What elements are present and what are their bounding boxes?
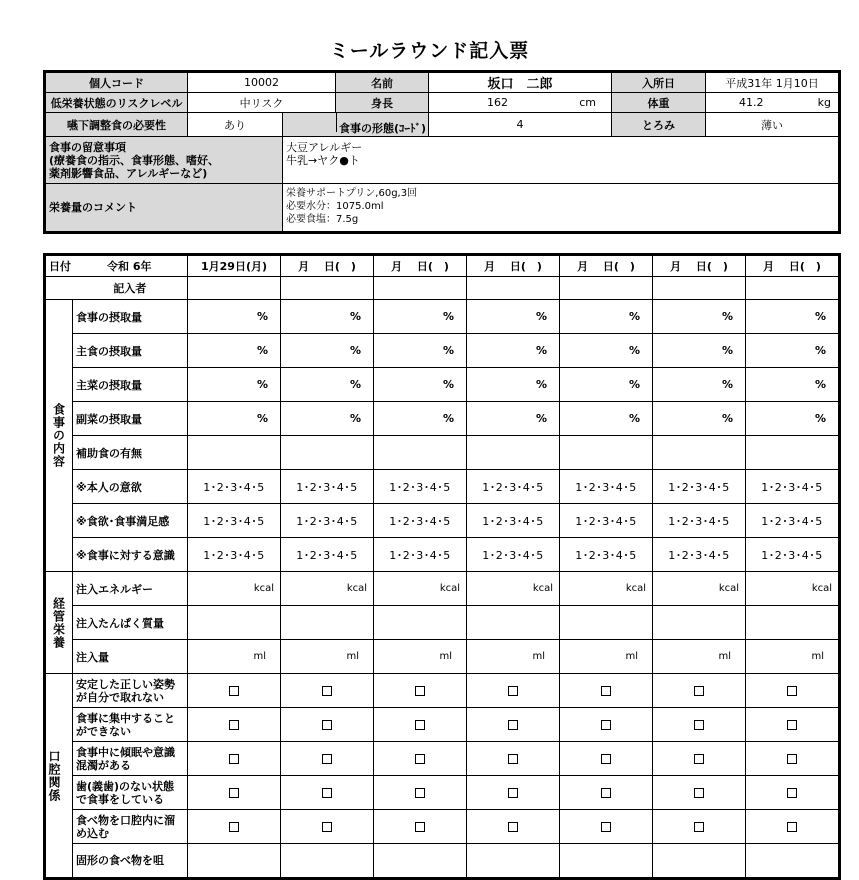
percent-cell[interactable]: % — [188, 402, 281, 436]
score-cell[interactable]: 1･2･3･4･5 — [374, 470, 467, 504]
percent-cell[interactable]: % — [653, 334, 746, 368]
recorder-cell[interactable] — [560, 277, 653, 300]
percent-cell[interactable]: % — [281, 334, 374, 368]
checkbox[interactable] — [229, 822, 239, 832]
checkbox[interactable] — [601, 686, 611, 696]
oral-label-line: 安定した正しい姿勢 — [76, 677, 175, 691]
oral-label-line: が自分で取れない — [76, 690, 164, 704]
table-row — [45, 368, 840, 402]
ml-cell[interactable]: ml — [653, 640, 746, 674]
score-cell[interactable]: 1･2･3･4･5 — [653, 504, 746, 538]
checkbox-cell[interactable] — [560, 742, 653, 776]
checkbox[interactable] — [322, 720, 332, 730]
date-header — [45, 255, 188, 277]
percent-cell[interactable]: % — [746, 368, 840, 402]
recorder-spacer — [45, 277, 73, 300]
checkbox[interactable] — [322, 754, 332, 764]
table-row — [45, 776, 840, 810]
percent-cell[interactable]: % — [281, 368, 374, 402]
oral-label-line: 固形の食べ物を咀 — [76, 854, 164, 867]
score-cell[interactable]: 1･2･3･4･5 — [374, 504, 467, 538]
checkbox-cell[interactable] — [281, 810, 374, 844]
percent-cell[interactable]: % — [746, 300, 840, 334]
oral-row-label — [73, 810, 188, 844]
patient-info-table — [43, 70, 841, 234]
checkbox[interactable] — [229, 754, 239, 764]
checkbox-cell[interactable] — [281, 844, 374, 879]
checkbox-cell[interactable] — [281, 708, 374, 742]
supp-cell[interactable] — [374, 436, 467, 470]
percent-cell[interactable]: % — [653, 368, 746, 402]
date-cell: 月 日( ) — [374, 255, 467, 277]
checkbox[interactable] — [694, 720, 704, 730]
checkbox[interactable] — [415, 788, 425, 798]
percent-cell[interactable]: % — [560, 368, 653, 402]
table-row — [45, 844, 840, 879]
recorder-cell[interactable] — [467, 277, 560, 300]
comment-label: 栄養量のコメント — [45, 184, 283, 233]
oral-label-line: ができない — [76, 724, 131, 738]
score-row-label: ※食欲･食事満足感 — [73, 504, 188, 538]
checkbox-cell[interactable] — [746, 844, 840, 879]
percent-cell[interactable]: % — [560, 402, 653, 436]
percent-cell[interactable]: % — [653, 402, 746, 436]
weight-label: 体重 — [612, 93, 706, 113]
percent-cell[interactable]: % — [467, 402, 560, 436]
checkbox-cell[interactable] — [374, 742, 467, 776]
protein-cell[interactable] — [281, 606, 374, 640]
score-cell[interactable]: 1･2･3･4･5 — [188, 504, 281, 538]
checkbox[interactable] — [508, 686, 518, 696]
checkbox-cell[interactable] — [467, 844, 560, 879]
score-cell[interactable]: 1･2･3･4･5 — [653, 470, 746, 504]
comment-value[interactable]: 栄養サポートプリン,60g,3回 必要水分：1075.0ml 必要食塩：7.5g — [283, 184, 840, 233]
height-label: 身長 — [336, 93, 429, 113]
checkbox[interactable] — [508, 754, 518, 764]
checkbox[interactable] — [694, 822, 704, 832]
date-cell: 月 日( ) — [653, 255, 746, 277]
score-cell[interactable]: 1･2･3･4･5 — [467, 504, 560, 538]
checkbox[interactable] — [694, 788, 704, 798]
recorder-cell[interactable] — [746, 277, 840, 300]
date-cell: 月 日( ) — [560, 255, 653, 277]
height-unit: cm — [579, 96, 596, 109]
checkbox[interactable] — [601, 720, 611, 730]
percent-cell[interactable]: % — [746, 334, 840, 368]
checkbox-cell[interactable] — [653, 844, 746, 879]
height-value: 162 — [487, 96, 508, 109]
risk-label: 低栄養状態のリスクレベル — [45, 93, 188, 113]
percent-cell[interactable]: % — [188, 334, 281, 368]
notes-value[interactable]: 大豆アレルギー 牛乳→ヤク●ト — [283, 137, 840, 184]
meal-row-label: 副菜の摂取量 — [73, 402, 188, 436]
checkbox-cell[interactable] — [653, 776, 746, 810]
percent-cell[interactable]: % — [560, 300, 653, 334]
oral-label-line: 食べ物を口腔内に溜 — [76, 813, 175, 827]
checkbox[interactable] — [601, 754, 611, 764]
checkbox[interactable] — [508, 788, 518, 798]
score-cell[interactable]: 1･2･3･4･5 — [374, 538, 467, 572]
kcal-cell[interactable]: kcal — [281, 572, 374, 606]
checkbox[interactable] — [415, 686, 425, 696]
oral-label-line: 歯(義歯)のない状態 — [76, 779, 175, 793]
percent-cell[interactable]: % — [467, 334, 560, 368]
date-label: 日付 — [49, 260, 71, 273]
table-row — [45, 277, 840, 300]
meal-row-label: 食事の摂取量 — [73, 300, 188, 334]
meal-row-label: 主食の摂取量 — [73, 334, 188, 368]
checkbox-cell[interactable] — [560, 674, 653, 708]
checkbox-cell[interactable] — [281, 742, 374, 776]
percent-cell[interactable]: % — [374, 300, 467, 334]
percent-cell[interactable]: % — [560, 334, 653, 368]
thick-value[interactable]: 薄い — [706, 113, 840, 137]
checkbox[interactable] — [601, 822, 611, 832]
score-cell[interactable]: 1･2･3･4･5 — [188, 538, 281, 572]
checkbox[interactable] — [508, 720, 518, 730]
checkbox-cell[interactable] — [653, 810, 746, 844]
form-label: 食事の形態(ｺｰﾄﾞ) — [283, 113, 429, 137]
ml-cell[interactable]: ml — [467, 640, 560, 674]
table-row — [45, 640, 840, 674]
checkbox-cell[interactable] — [746, 810, 840, 844]
recorder-cell[interactable] — [374, 277, 467, 300]
checkbox-cell[interactable] — [653, 708, 746, 742]
score-cell[interactable]: 1･2･3･4･5 — [281, 470, 374, 504]
notes-label: 食事の留意事項 (療養食の指示、食事形態、嗜好、 薬剤影響食品、アレルギーなど) — [45, 137, 283, 184]
kcal-cell[interactable]: kcal — [467, 572, 560, 606]
checkbox-cell[interactable] — [653, 674, 746, 708]
checkbox[interactable] — [694, 754, 704, 764]
protein-cell[interactable] — [653, 606, 746, 640]
kcal-cell[interactable]: kcal — [374, 572, 467, 606]
kcal-cell[interactable]: kcal — [746, 572, 840, 606]
protein-cell[interactable] — [188, 606, 281, 640]
checkbox[interactable] — [787, 754, 797, 764]
meal-row-label: 主菜の摂取量 — [73, 368, 188, 402]
date-cell: 月 日( ) — [467, 255, 560, 277]
checkbox-cell[interactable] — [281, 674, 374, 708]
name-label: 名前 — [336, 72, 429, 93]
checkbox-cell[interactable] — [560, 776, 653, 810]
table-row — [45, 470, 840, 504]
protein-cell[interactable] — [467, 606, 560, 640]
supp-cell[interactable] — [746, 436, 840, 470]
percent-cell[interactable]: % — [746, 402, 840, 436]
score-cell[interactable]: 1･2･3･4･5 — [746, 504, 840, 538]
tube-protein-label: 注入たんぱく質量 — [73, 606, 188, 640]
checkbox[interactable] — [787, 822, 797, 832]
percent-cell[interactable]: % — [188, 300, 281, 334]
checkbox-cell[interactable] — [374, 674, 467, 708]
checkbox[interactable] — [415, 822, 425, 832]
supp-label: 補助食の有無 — [73, 436, 188, 470]
oral-label-line: め込む — [76, 826, 109, 840]
score-row-label: ※食事に対する意識 — [73, 538, 188, 572]
checkbox-cell[interactable] — [188, 708, 281, 742]
score-cell[interactable]: 1･2･3･4･5 — [467, 538, 560, 572]
checkbox[interactable] — [229, 686, 239, 696]
tube-energy-label: 注入エネルギー — [73, 572, 188, 606]
oral-label-line: 食事に集中すること — [76, 711, 175, 725]
weight-unit: kg — [817, 96, 831, 109]
checkbox[interactable] — [787, 686, 797, 696]
checkbox-cell[interactable] — [746, 742, 840, 776]
percent-cell[interactable]: % — [467, 300, 560, 334]
supp-cell[interactable] — [560, 436, 653, 470]
checkbox[interactable] — [787, 720, 797, 730]
recorder-cell[interactable] — [653, 277, 746, 300]
checkbox-cell[interactable] — [188, 742, 281, 776]
score-cell[interactable]: 1･2･3･4･5 — [188, 470, 281, 504]
checkbox-cell[interactable] — [188, 674, 281, 708]
percent-cell[interactable]: % — [188, 368, 281, 402]
protein-cell[interactable] — [560, 606, 653, 640]
checkbox[interactable] — [415, 720, 425, 730]
percent-cell[interactable]: % — [374, 334, 467, 368]
section-oral-label: 口腔関係 — [45, 674, 73, 879]
recorder-cell[interactable] — [188, 277, 281, 300]
checkbox[interactable] — [322, 822, 332, 832]
checkbox-cell[interactable] — [653, 742, 746, 776]
checkbox[interactable] — [229, 720, 239, 730]
form-value[interactable]: 4 — [429, 113, 612, 137]
percent-cell[interactable]: % — [281, 300, 374, 334]
ml-cell[interactable]: ml — [560, 640, 653, 674]
oral-label-line: 食事中に傾眠や意識 — [76, 745, 175, 759]
score-row-label: ※本人の意欲 — [73, 470, 188, 504]
swallow-value[interactable]: あり — [188, 113, 283, 137]
oral-label-line: 混濁がある — [76, 758, 131, 772]
checkbox-cell[interactable] — [467, 742, 560, 776]
checkbox-cell[interactable] — [467, 776, 560, 810]
table-row — [45, 255, 840, 277]
checkbox[interactable] — [415, 754, 425, 764]
table-row — [45, 402, 840, 436]
checkbox[interactable] — [229, 788, 239, 798]
oral-row-label — [73, 776, 188, 810]
date-cell: 月 日( ) — [281, 255, 374, 277]
table-row — [45, 538, 840, 572]
score-cell[interactable]: 1･2･3･4･5 — [560, 538, 653, 572]
checkbox-cell[interactable] — [467, 708, 560, 742]
era-label: 令和 6年 — [107, 260, 152, 273]
percent-cell[interactable]: % — [281, 402, 374, 436]
checkbox-cell[interactable] — [746, 674, 840, 708]
percent-cell[interactable]: % — [467, 368, 560, 402]
ml-cell[interactable]: ml — [374, 640, 467, 674]
id-value[interactable]: 10002 — [188, 72, 336, 93]
section-meal-label: 食事の内容 — [45, 300, 73, 572]
risk-value[interactable]: 中リスク — [188, 93, 336, 113]
percent-cell[interactable]: % — [653, 300, 746, 334]
swallow-label: 嚥下調整食の必要性 — [45, 113, 188, 137]
checkbox[interactable] — [787, 788, 797, 798]
protein-cell[interactable] — [374, 606, 467, 640]
admit-label: 入所日 — [612, 72, 706, 93]
table-row — [45, 436, 840, 470]
table-row — [45, 708, 840, 742]
protein-cell[interactable] — [746, 606, 840, 640]
weight-value: 41.2 — [739, 96, 764, 109]
kcal-cell[interactable]: kcal — [560, 572, 653, 606]
checkbox[interactable] — [322, 788, 332, 798]
percent-cell[interactable]: % — [374, 368, 467, 402]
name-value[interactable]: 坂口 二郎 — [429, 72, 612, 93]
checkbox[interactable] — [601, 788, 611, 798]
checkbox-cell[interactable] — [560, 844, 653, 879]
checkbox-cell[interactable] — [374, 844, 467, 879]
section-tube-label: 経管栄養 — [45, 572, 73, 674]
score-cell[interactable]: 1･2･3･4･5 — [467, 470, 560, 504]
ml-cell[interactable]: ml — [281, 640, 374, 674]
ml-cell[interactable]: ml — [188, 640, 281, 674]
admit-value[interactable]: 平成31年 1月10日 — [706, 72, 840, 93]
score-cell[interactable]: 1･2･3･4･5 — [281, 504, 374, 538]
table-row — [45, 674, 840, 708]
supp-cell[interactable] — [467, 436, 560, 470]
checkbox-cell[interactable] — [746, 776, 840, 810]
table-row — [45, 742, 840, 776]
score-cell[interactable]: 1･2･3･4･5 — [746, 538, 840, 572]
ml-cell[interactable]: ml — [746, 640, 840, 674]
tube-volume-label: 注入量 — [73, 640, 188, 674]
id-label: 個人コード — [45, 72, 188, 93]
score-cell[interactable]: 1･2･3･4･5 — [653, 538, 746, 572]
oral-row-label — [73, 674, 188, 708]
checkbox-cell[interactable] — [188, 844, 281, 879]
checkbox-cell[interactable] — [374, 708, 467, 742]
weight-field[interactable] — [706, 93, 840, 113]
score-cell[interactable]: 1･2･3･4･5 — [560, 470, 653, 504]
table-row — [45, 334, 840, 368]
kcal-cell[interactable]: kcal — [653, 572, 746, 606]
table-row — [45, 504, 840, 538]
date-cell: 1月29日(月) — [188, 255, 281, 277]
recorder-label: 記入者 — [73, 277, 188, 300]
page-title: ミールラウンド記入票 — [329, 40, 530, 62]
table-row — [45, 606, 840, 640]
percent-cell[interactable]: % — [374, 402, 467, 436]
table-row — [45, 810, 840, 844]
checkbox[interactable] — [694, 686, 704, 696]
date-cell: 月 日( ) — [746, 255, 840, 277]
supp-cell[interactable] — [188, 436, 281, 470]
checkbox-cell[interactable] — [467, 674, 560, 708]
checkbox-cell[interactable] — [188, 776, 281, 810]
checkbox-cell[interactable] — [281, 776, 374, 810]
supp-cell[interactable] — [281, 436, 374, 470]
checkbox[interactable] — [322, 686, 332, 696]
checkbox-cell[interactable] — [374, 776, 467, 810]
oral-label-line: で食事をしている — [76, 792, 164, 806]
checkbox-cell[interactable] — [746, 708, 840, 742]
score-cell[interactable]: 1･2･3･4･5 — [746, 470, 840, 504]
kcal-cell[interactable]: kcal — [188, 572, 281, 606]
oral-row-label — [73, 844, 188, 879]
oral-row-label — [73, 742, 188, 776]
checkbox-cell[interactable] — [560, 810, 653, 844]
oral-row-label — [73, 708, 188, 742]
table-row — [45, 300, 840, 334]
checkbox-cell[interactable] — [188, 810, 281, 844]
table-row — [45, 572, 840, 606]
score-cell[interactable]: 1･2･3･4･5 — [281, 538, 374, 572]
recorder-cell[interactable] — [281, 277, 374, 300]
checkbox-cell[interactable] — [374, 810, 467, 844]
checkbox-cell[interactable] — [560, 708, 653, 742]
checkbox[interactable] — [508, 822, 518, 832]
thick-label: とろみ — [612, 113, 706, 137]
score-cell[interactable]: 1･2･3･4･5 — [560, 504, 653, 538]
meal-round-table — [43, 253, 841, 880]
height-field[interactable] — [429, 93, 612, 113]
checkbox-cell[interactable] — [467, 810, 560, 844]
supp-cell[interactable] — [653, 436, 746, 470]
